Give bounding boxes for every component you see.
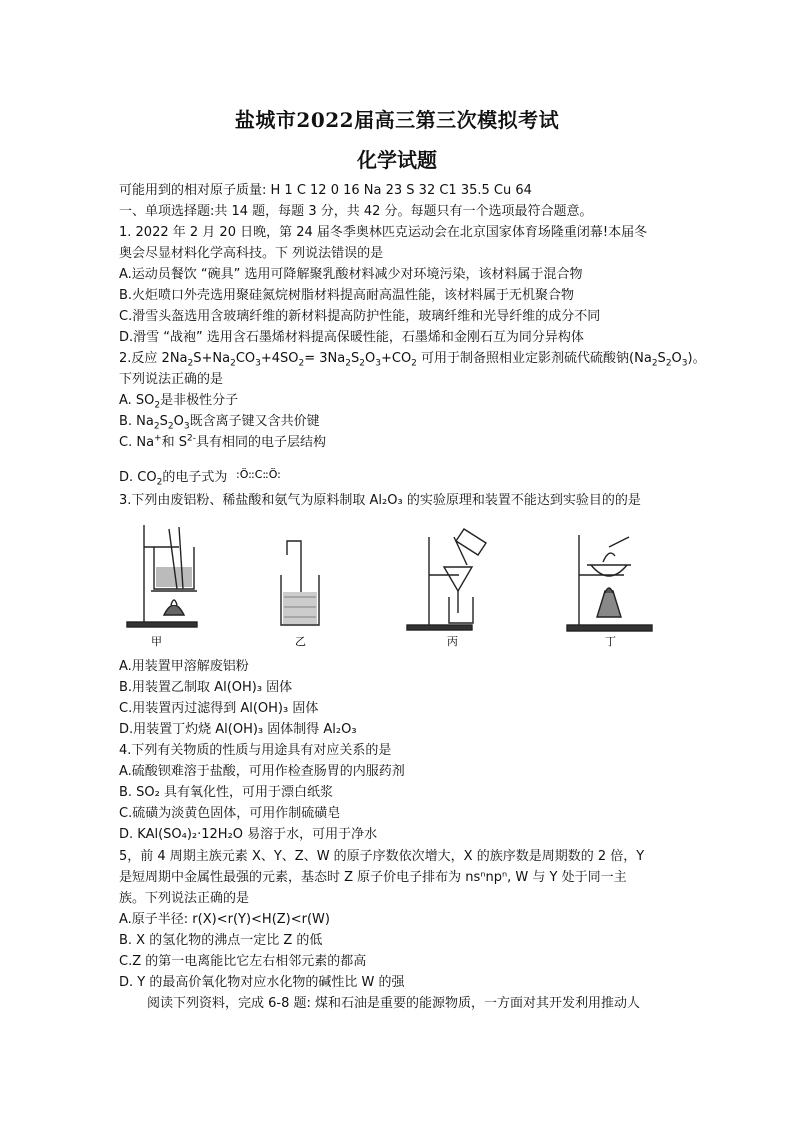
q5-option-b: B. X 的氢化物的沸点一定比 Z 的低 — [119, 933, 323, 948]
fig-label-jia: 甲 — [151, 635, 162, 648]
reading-passage-intro: 阅读下列资料，完成 6-8 题: 煤和石油是重要的能源物质，一方面对其开发利用推动人 — [147, 996, 641, 1011]
q5-option-a: A.原子半径: r(X)<r(Y)<H(Z)<r(W) — [119, 912, 330, 927]
svg-text::C:: :C: — [251, 468, 267, 481]
svg-text::Ö:: :Ö: — [265, 468, 282, 481]
svg-text::Ö:: :Ö: — [236, 468, 253, 481]
q4-option-d: D. KAl(SO₄)₂·12H₂O 易溶于水，可用于净水 — [119, 827, 378, 842]
q5-stem-line2: 是短周期中金属性最强的元素，基态时 Z 原子价电子排布为 nsⁿnpⁿ, W 与 Y 处于同一主 — [119, 870, 627, 885]
q2-option-b: B. $Na_2S_2O_3$既含离子键又含共价键 — [119, 414, 320, 432]
q2-option-a: A. $SO_2$是非极性分子 — [119, 393, 239, 411]
page-title: 盐城市2022届高三第三次模拟考试 — [234, 108, 560, 132]
q2-stem-line2: 下列说法正确的是 — [119, 372, 224, 387]
q1-option-a: A.运动员餐饮 “碗具” 选用可降解聚乳酸材料减少对环境污染，该材料属于混合物 — [119, 267, 583, 282]
apparatus-bing — [407, 529, 486, 630]
atomic-masses: 可能用到的相对原子质量: H 1 C 12 0 16 Na 23 S 32 C1 35.5 Cu 64 — [119, 183, 532, 198]
page-subtitle: 化学试题 — [357, 148, 437, 172]
q3-stem: 3.下列由废铝粉、稀盐酸和氨气为原料制取 Al₂O₃ 的实验原理和装置不能达到实验目的的是 — [119, 493, 641, 508]
q4-option-c: C.硫磺为淡黄色固体，可用作制硫磺皂 — [119, 806, 341, 821]
q4-option-a: A.硫酸钡难溶于盐酸，可用作检查肠胃的内服药剂 — [119, 764, 405, 779]
q5-stem-line3: 族。下列说法正确的是 — [119, 891, 250, 906]
q2-option-d: D. $CO_2$的电子式为 :Ö: :C: :Ö: — [119, 465, 284, 488]
q5-stem-line1: 5，前 4 周期主族元素 X、Y、Z、W 的原子序数依次增大，X 的族序数是周期数的 2 倍，Y — [119, 849, 645, 864]
q4-stem: 4.下列有关物质的性质与用途具有对应关系的是 — [119, 743, 392, 758]
q2-stem-line1: 2.反应 $2Na_2S+Na_2CO_3+4SO_2= 3Na_2S_2O_3+CO_2$ 可用于制备照相业定影剂硫代硫酸钠$(Na_2S_2O_3)$。 — [119, 351, 706, 369]
q5-option-d: D. Y 的最高价氧化物对应水化物的碱性比 W 的强 — [119, 975, 405, 990]
q1-option-b: B.火炬喷口外壳选用聚硅氮烷树脂材料提高耐高温性能，该材料属于无机聚合物 — [119, 288, 575, 303]
q5-option-c: C.Z 的第一电离能比它左右相邻元素的都高 — [119, 954, 367, 969]
q3-option-b: B.用装置乙制取 Al(OH)₃ 固体 — [119, 680, 293, 695]
q1-option-c: C.滑雪头盔选用含玻璃纤维的新材料提高防护性能，玻璃纤维和光导纤维的成分不同 — [119, 309, 601, 324]
q3-option-a: A.用装置甲溶解废铝粉 — [119, 659, 249, 674]
q3-option-d: D.用装置丁灼烧 Al(OH)₃ 固体制得 Al₂O₃ — [119, 722, 357, 737]
fig-label-bing: 丙 — [447, 635, 458, 648]
apparatus-jia — [127, 525, 197, 627]
q2-option-c: C. Na+和 $S^{2-}$具有相同的电子层结构 — [119, 433, 326, 450]
fig-label-yi: 乙 — [295, 635, 306, 648]
q1-stem-line2: 奥会尽显材料化学高科技。下 列说法错误的是 — [119, 246, 384, 261]
q4-option-b: B. SO₂ 具有氧化性，可用于漂白纸浆 — [119, 785, 334, 800]
section-heading: 一、单项选择题:共 14 题，每题 3 分，共 42 分。每题只有一个选项最符合题意。 — [119, 204, 593, 219]
q3-option-c: C.用装置丙过滤得到 Al(OH)₃ 固体 — [119, 701, 319, 716]
apparatus-ding — [567, 535, 652, 631]
apparatus-figure — [119, 517, 655, 651]
apparatus-yi — [281, 541, 319, 625]
co2-electron-dot-formula — [234, 465, 284, 483]
q1-stem-line1: 1. 2022 年 2 月 20 日晚，第 24 届冬季奥林匹克运动会在北京国家体育场隆重闭幕!本届冬 — [119, 225, 648, 240]
q1-option-d: D.滑雪 “战袍” 选用含石墨烯材料提高保暖性能，石墨烯和金刚石互为同分异构体 — [119, 330, 584, 345]
fig-label-ding: 丁 — [605, 635, 616, 648]
